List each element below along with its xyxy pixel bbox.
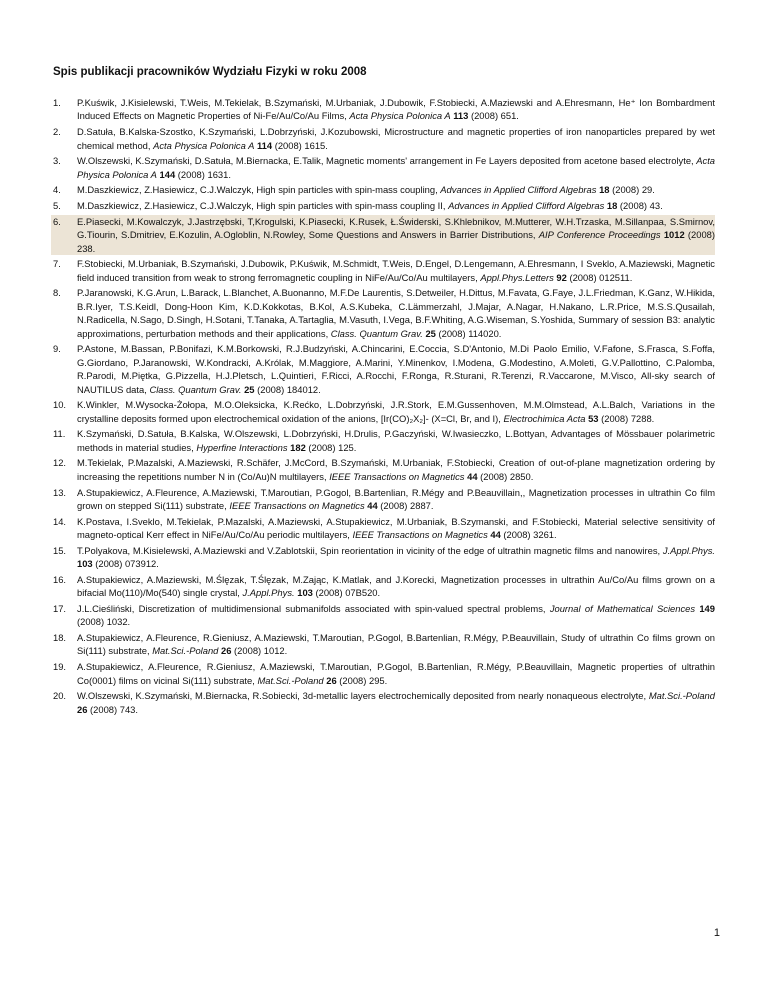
publication-volume: 26 xyxy=(326,674,337,686)
publication-volume: 25 xyxy=(425,327,436,339)
publication-volume: 25 xyxy=(244,383,255,395)
publication-year-pages: (2008) 238. xyxy=(77,229,716,254)
publication-year-pages: (2008) 43. xyxy=(617,200,663,212)
publication-authors-title: M.Daszkiewicz, Z.Hasiewicz, C.J.Walczyk, High spin particles with spin-mass coupling II, xyxy=(77,200,449,212)
publication-number: 9. xyxy=(53,343,61,355)
publication-number: 14. xyxy=(53,515,67,527)
publication-volume: 26 xyxy=(221,645,232,657)
publication-item xyxy=(53,154,715,181)
publication-volume: 18 xyxy=(599,184,610,196)
publication-year-pages: (2008) 1012. xyxy=(231,645,288,657)
publication-year-pages: (2008) 2850. xyxy=(477,470,534,482)
publication-number: 20. xyxy=(53,690,67,702)
publication-journal: Class. Quantum Grav. xyxy=(330,327,423,339)
publication-number: 10. xyxy=(53,399,67,411)
publication-item xyxy=(53,342,715,396)
publication-number: 12. xyxy=(53,457,67,469)
publication-item xyxy=(53,96,715,123)
publication-item xyxy=(53,125,715,152)
publication-item xyxy=(53,183,715,196)
publication-authors-title: M.Daszkiewicz, Z.Hasiewicz, C.J.Walczyk, High spin particles with spin-mass coupling, xyxy=(77,184,441,196)
publication-item xyxy=(53,573,715,600)
publication-volume: 103 xyxy=(297,587,313,599)
publication-item xyxy=(51,215,715,255)
publication-authors-title: A.Stupakiewicz, A.Fleurence, R.Gieniusz, A.Maziewski, T.Maroutian, P.Gogol, B.Bartenlian, R.Mégy, P.Beauvillain, Magnetic properties of ultrathin Co(0001) films on vicinal Si(111) substrate, xyxy=(77,661,715,686)
publication-journal: Electrochimica Acta xyxy=(503,412,586,424)
publication-item xyxy=(53,486,715,513)
publication-authors-title: D.Satuła, B.Kalska-Szostko, K.Szymański, L.Dobrzyński, J.Kozubowski, Microstructure and magnetic properties of iron nanoparticles prepared by wet chemical method, xyxy=(77,126,715,151)
publication-number: 11. xyxy=(53,428,66,440)
publication-journal: J.Appl.Phys. xyxy=(242,587,295,599)
publication-volume: 113 xyxy=(453,110,469,122)
publication-number: 6. xyxy=(53,215,61,227)
publication-number: 19. xyxy=(53,661,67,673)
publication-authors-title: A.Stupakiewicz, A.Fleurence, R.Gieniusz, A.Maziewski, T.Maroutian, P.Gogol, B.Bartenlian, R.Mégy, P.Beauvillain, Study of ultrathin Co films grown on Si(111) substrate, xyxy=(77,632,715,657)
page-title: Spis publikacji pracowników Wydziału Fizyki w roku 2008 xyxy=(53,66,367,78)
publication-authors-title: W.Olszewski, K.Szymański, D.Satuła, M.Biernacka, E.Talik, Magnetic moments' arrangement in Fe Layers deposited from acetone based electrolyte, xyxy=(77,155,697,167)
publication-number: 3. xyxy=(53,155,61,167)
publication-volume: 114 xyxy=(256,139,273,151)
publication-authors-title: A.Stupakiewicz, A.Fleurence, A.Maziewski, T.Maroutian, P.Gogol, B.Bartenlian, R.Mégy and P.Beauvillain,, Magnetization processes in ultrathin Co film grown on stepped Si(111) substrate, xyxy=(77,486,715,511)
publication-volume: 44 xyxy=(367,499,378,511)
publication-year-pages: (2008) 3261. xyxy=(500,529,557,541)
publication-year-pages: (2008) 7288. xyxy=(598,412,655,424)
publication-volume: 44 xyxy=(467,470,478,482)
publication-year-pages: (2008) 1032. xyxy=(77,616,131,628)
publication-item xyxy=(53,286,715,340)
publication-authors-title: P.Jaranowski, K.G.Arun, L.Barack, L.Blanchet, A.Buonanno, M.F.De Laurentis, S.Detweiler, H.Dittus, M.Favata, G.Faye, J.L.Friedman, K.Ganz, W.Hikida, B.R.Iyer, T.S.Keidl, Dong-Hoon Kim, K.D.Kokkotas, B.Kol, A.S.Kubeka, C.Lämmerzahl, J.Majar, A.Nagar, H.Nakano, L.R.Price, M.S.S.Qusailah, N.Radicella, N.Sago, D.Singh, H.Sotani, T.Tanaka, A.Tartaglia, M.Vasuth, I.Vega, B.F.Whiting, A.G.Wiseman, S.Yoshida, Summary of session B3: analytic approximations, perturbation methods and their applications, xyxy=(77,287,715,339)
publication-volume: 149 xyxy=(699,602,715,614)
publication-volume: 44 xyxy=(490,529,501,541)
publication-number: 7. xyxy=(53,258,61,270)
publication-year-pages: (2008) 1631. xyxy=(175,168,231,180)
publication-item xyxy=(53,544,715,571)
publication-authors-title: K.Postava, I.Sveklo, M.Tekielak, P.Mazalski, A.Maziewski, A.Stupakiewicz, M.Urbaniak, B.Szymanski, and F.Stobiecki, Material selective sensitivity of magneto-optical Kerr effect in NiFe/Au/Co/Au periodic multilayers, xyxy=(77,515,715,541)
publication-number: 5. xyxy=(53,200,61,212)
publication-journal: Hyperfine Interactions xyxy=(196,441,288,453)
publication-number: 13. xyxy=(53,486,67,498)
publication-volume: 182 xyxy=(290,441,306,453)
publication-number: 1. xyxy=(53,97,61,108)
publication-volume: 18 xyxy=(606,200,618,212)
publication-year-pages: (2008) 012511. xyxy=(566,271,633,283)
publication-item xyxy=(53,199,715,212)
publication-journal: Advances in Applied Clifford Algebras xyxy=(448,200,605,212)
publication-number: 16. xyxy=(53,573,67,585)
publication-list xyxy=(53,96,715,718)
publication-year-pages: (2008) 114020. xyxy=(435,327,502,339)
publication-authors-title: A.Stupakiewicz, A.Maziewski, M.Ślęzak, T.Ślęzak, M.Zając, K.Matlak, and J.Korecki, Magnetization processes in ultrathin Au/Co/Au films grown on a bifacial Mo(110)/Mo(540) single crystal, xyxy=(77,573,715,599)
publication-journal: Class. Quantum Grav. xyxy=(149,383,242,395)
publication-volume: 144 xyxy=(159,168,176,180)
publication-year-pages: (2008) 073912. xyxy=(92,558,159,570)
publication-authors-title: J.L.Cieśliński, Discretization of multidimensional submanifolds associated with spin-valued spectral problems, xyxy=(77,602,550,614)
publication-number: 8. xyxy=(53,287,61,299)
publication-journal: Acta Physica Polonica A xyxy=(77,155,716,180)
publication-item xyxy=(53,427,715,454)
publication-authors-title: P.Kuświk, J.Kisielewski, T.Weis, M.Tekielak, B.Szymański, M.Urbaniak, J.Dubowik, F.Stobiecki, A.Maziewski and A.Ehresmann, He⁺ Ion Bombardment Induced Effects on Magnetic Properties of Ni-Fe/Au/Co/Au Films, xyxy=(77,97,715,122)
publication-journal: Mat.Sci.-Poland xyxy=(152,645,219,657)
publication-volume: 53 xyxy=(588,412,599,424)
publication-year-pages: (2008) 2887. xyxy=(377,499,434,511)
publication-year-pages: (2008) 184012. xyxy=(254,383,321,395)
publication-year-pages: (2008) 29. xyxy=(609,184,655,196)
publication-item xyxy=(53,515,715,542)
publication-number: 18. xyxy=(53,632,67,644)
publication-journal: Acta Physica Polonica A xyxy=(153,139,255,151)
publication-number: 15. xyxy=(53,544,67,556)
publication-journal: Appl.Phys.Letters xyxy=(480,271,554,283)
publication-item xyxy=(53,398,715,425)
publication-journal: Advances in Applied Clifford Algebras xyxy=(440,184,597,196)
publication-authors-title: F.Stobiecki, M.Urbaniak, B.Szymański, J.Dubowik, P.Kuświk, M.Schmidt, T.Weis, D.Engel, D.Lengemann, A.Ehresmann, I Sveklo, A.Maziewski, Magnetic field induced transition from weak to strong ferromagnetic coupling in NiFe/Au/Co/Au multilayers, xyxy=(77,258,715,283)
publication-volume: 92 xyxy=(556,271,567,283)
publication-volume: 1012 xyxy=(663,229,685,241)
publication-journal: J.Appl.Phys. xyxy=(662,544,715,556)
publication-journal: Mat.Sci.-Poland xyxy=(257,674,324,686)
publication-year-pages: (2008) 1615. xyxy=(272,139,328,151)
publication-journal: IEEE Transactions on Magnetics xyxy=(352,529,488,541)
publication-item xyxy=(53,660,715,687)
publication-authors-title: K.Szymański, D.Satuła, B.Kalska, W.Olszewski, L.Dobrzyński, H.Drulis, P.Gaczyński, W.Iwasieczko, L.Bottyan, Advantages of Mössbauer polarimetric methods in material studies, xyxy=(77,428,715,453)
publication-authors-title: P.Astone, M.Bassan, P.Bonifazi, K.M.Borkowski, R.J.Budzyński, A.Chincarini, E.Coccia, S.D'Antonio, M.Di Paolo Emilio, V.Fafone, S.Frasca, S.Foffa, G.Giordano, P.Jaranowski, W.Kondracki, A.Królak, M.Maggiore, A.Marini, Y.Minenkov, I.Modena, G.Modestino, A.Moleti, G.V.Pallottino, C.Palomba, R.Parodi, M.Piętka, G.Pizzella, H.J.Pletsch, L.Quintieri, F.Ricci, A.Rocchi, F.Ronga, R.Sturani, R.Terenzi, R.Vaccarone, M.Visco, All-sky search of NAUTILUS data, xyxy=(77,343,715,395)
publication-item xyxy=(53,631,715,658)
publication-number: 17. xyxy=(53,602,67,614)
publication-authors-title: W.Olszewski, K.Szymański, M.Biernacka, R.Sobiecki, 3d-metallic layers electrochemically deposited from nearly nonaqueous electrolyte, xyxy=(77,690,649,702)
page-number: 1 xyxy=(713,927,720,939)
publication-number: 2. xyxy=(53,126,61,138)
publication-item xyxy=(53,257,715,284)
publication-authors-title: K.Winkler, M.Wysocka-Żołopa, M.O.Oleksicka, K.Rećko, L.Dobrzyński, J.R.Stork, E.M.Gussenhoven, M.M.Olmstead, A.L.Balch, Variations in the crystalline deposits formed upon electrochemical oxidation of the anions, [Ir(CO)₂X₂]- (X=Cl, Br, and I), xyxy=(77,399,715,424)
publication-year-pages: (2008) 07B520. xyxy=(312,587,381,599)
publication-authors-title: M.Tekielak, P.Mazalski, A.Maziewski, R.Schäfer, J.McCord, B.Szymański, M.Urbaniak, F.Stobiecki, Creation of out-of-plane magnetization ordering by increasing the repetitions number N in (Co/Au)N multilayers, xyxy=(77,457,715,482)
publication-item xyxy=(53,602,715,629)
publication-authors-title: T.Polyakova, M.Kisielewski, A.Maziewski and V.Zablotskii, Spin reorientation in vicinity of the edge of ultrathin magnetic films and nanowires, xyxy=(77,544,663,556)
publication-volume: 103 xyxy=(77,558,93,570)
publication-journal: Acta Physica Polonica A xyxy=(349,110,451,122)
publication-journal: IEEE Transactions on Magnetics xyxy=(329,470,465,482)
publication-year-pages: (2008) 743. xyxy=(87,703,138,715)
publication-volume: 26 xyxy=(77,703,88,715)
publication-authors-title: E.Piasecki, M.Kowalczyk, J.Jastrzębski, T,Krogulski, K.Piasecki, K.Rusek, Ł.Świderski, S.Khlebnikov, M.Mutterer, W.H.Trzaska, M.Sillanpaa, S.Smirnov, G.Tiourin, S.Dmitriev, E.Kozulin, A.Ogloblin, N.Rowley, Some Questions and Answers in Barrier Distributions, xyxy=(77,215,715,241)
publication-item xyxy=(53,689,715,716)
publication-item xyxy=(53,456,715,483)
publication-year-pages: (2008) 125. xyxy=(305,441,357,453)
publication-journal: AIP Conference Proceedings xyxy=(538,229,661,241)
publication-number: 4. xyxy=(53,184,61,196)
publication-journal: IEEE Transactions on Magnetics xyxy=(229,499,365,511)
publication-year-pages: (2008) 651. xyxy=(468,110,519,122)
publication-journal: Journal of Mathematical Sciences xyxy=(549,602,696,614)
publication-journal: Mat.Sci.-Poland xyxy=(648,690,715,702)
publication-year-pages: (2008) 295. xyxy=(336,674,388,686)
